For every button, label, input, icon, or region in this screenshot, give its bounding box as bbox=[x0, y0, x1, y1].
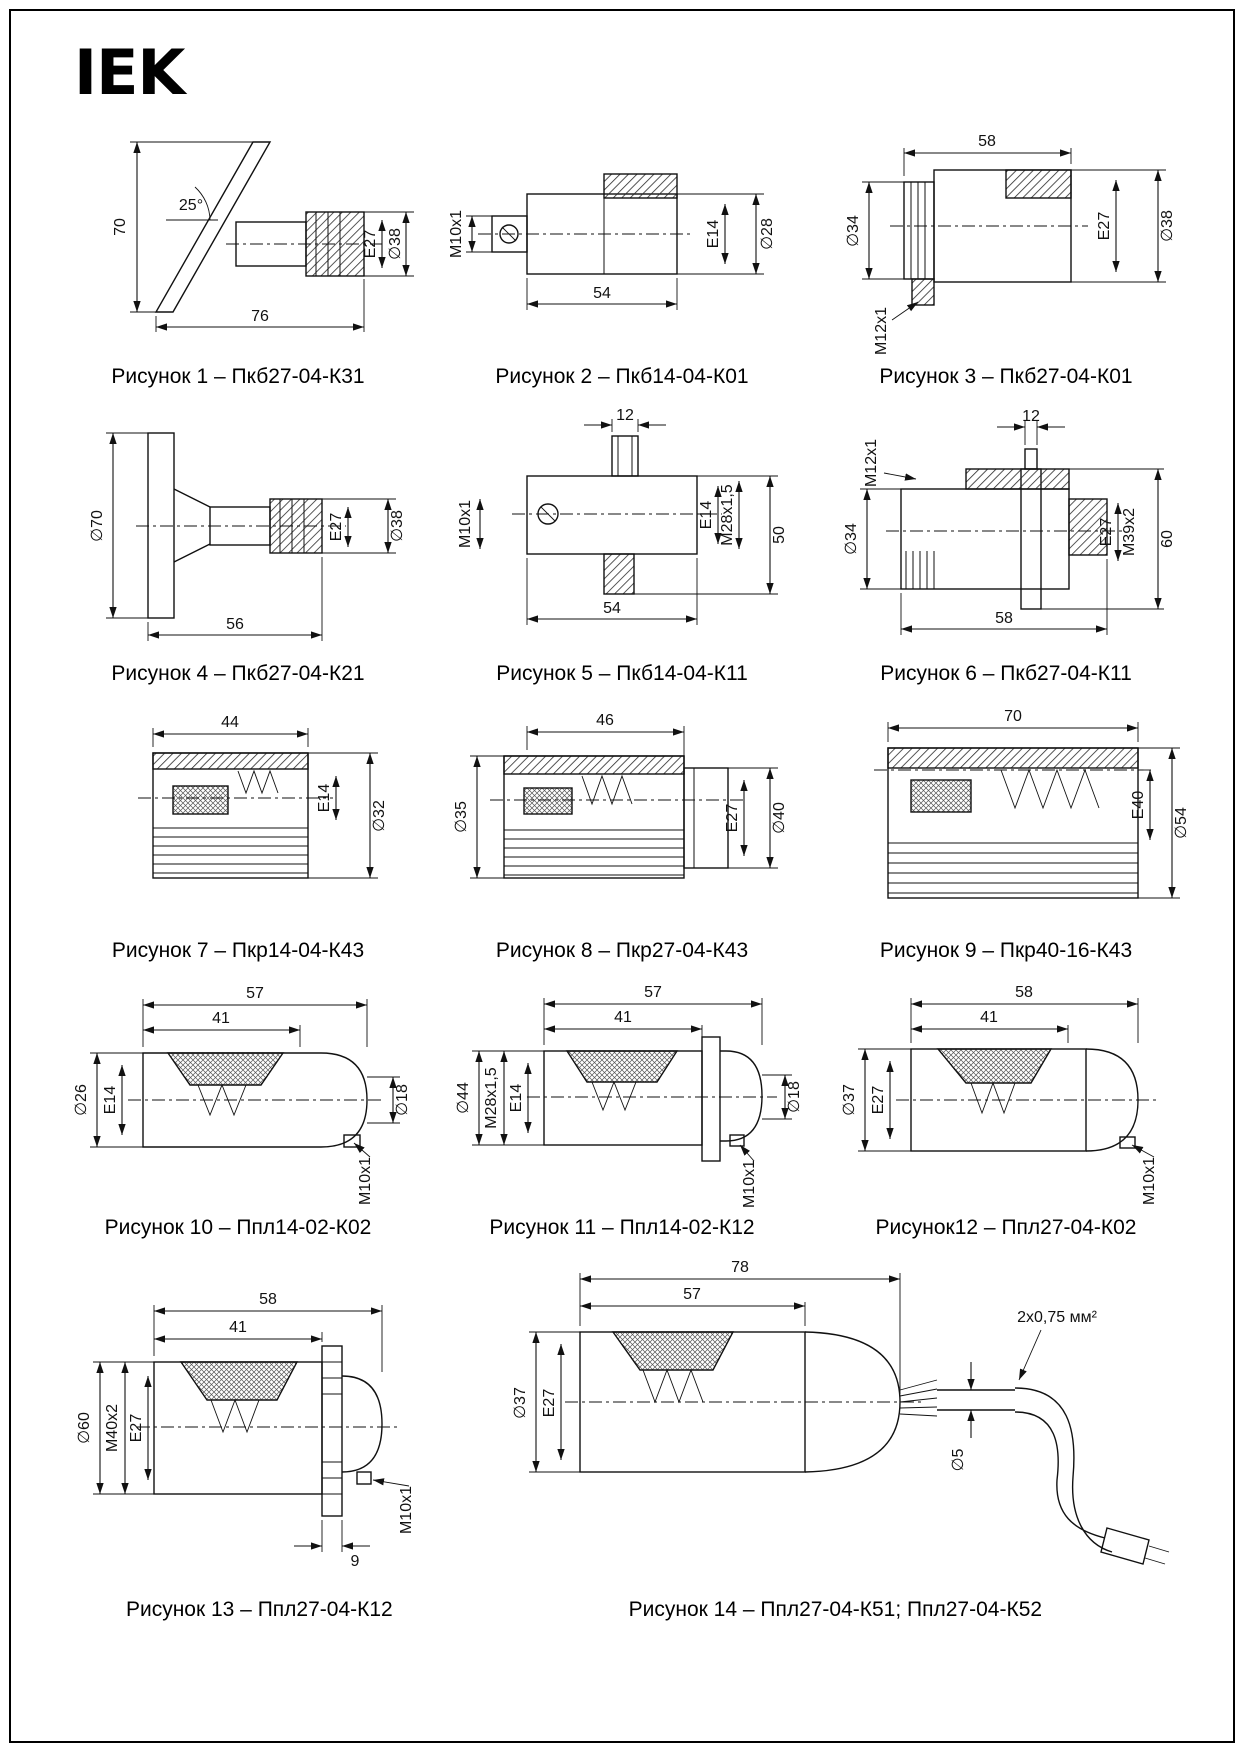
dim-label: ∅44 bbox=[455, 1082, 472, 1114]
dim-label: 57 bbox=[644, 984, 662, 1001]
dim-label: 46 bbox=[596, 712, 614, 729]
dim-label: ∅34 bbox=[845, 215, 862, 247]
dim-label: E27 bbox=[541, 1388, 559, 1418]
dim-label: 58 bbox=[1015, 984, 1033, 1001]
dim-label: 60 bbox=[1159, 530, 1176, 548]
figure-11 bbox=[430, 985, 814, 1240]
figure-caption: Рисунок 10 – Ппл14-02-К02 bbox=[104, 1216, 372, 1239]
figure-7 bbox=[46, 708, 430, 963]
dim-label: ∅37 bbox=[512, 1387, 530, 1419]
dim-label: 25° bbox=[178, 197, 204, 214]
dim-label: ∅26 bbox=[73, 1084, 90, 1116]
figure-caption: Рисунок 1 – Пкб27-04-К31 bbox=[111, 365, 365, 388]
dim-label: 12 bbox=[616, 407, 634, 424]
figure-caption: Рисунок 7 – Пкр14-04-К43 bbox=[111, 939, 365, 962]
dim-label: ∅38 bbox=[1159, 210, 1176, 242]
dim-label: E14 bbox=[102, 1085, 119, 1115]
figures-row-1 bbox=[46, 124, 1198, 389]
figure-6-drawing bbox=[816, 408, 1196, 656]
dim-label: ∅34 bbox=[843, 523, 860, 555]
iek-logo: IEK bbox=[74, 36, 185, 109]
figures-row-4 bbox=[46, 985, 1198, 1240]
figure-12-drawing bbox=[816, 985, 1196, 1210]
dim-label: E27 bbox=[362, 229, 379, 259]
figure-caption: Рисунок 8 – Пкр27-04-К43 bbox=[495, 939, 749, 962]
figure-6 bbox=[814, 408, 1198, 686]
dim-label: ∅18 bbox=[786, 1081, 803, 1113]
figure-2-drawing bbox=[432, 124, 812, 359]
dim-label: 9 bbox=[350, 1553, 360, 1570]
figure-caption: Рисунок12 – Ппл27-04-К02 bbox=[875, 1216, 1137, 1239]
dim-label: E14 bbox=[698, 500, 715, 530]
dim-label: M10x1 bbox=[448, 209, 465, 259]
dim-label: 41 bbox=[614, 1009, 632, 1026]
figure-13-drawing bbox=[49, 1292, 469, 1592]
dim-label: 2x0,75 мм² bbox=[1017, 1309, 1098, 1326]
dim-label: 50 bbox=[771, 526, 788, 544]
dim-label: ∅28 bbox=[759, 218, 776, 250]
dim-label: M12x1 bbox=[863, 438, 880, 488]
dim-label: M40x2 bbox=[104, 1403, 122, 1453]
dim-label: M10x1 bbox=[1141, 1156, 1158, 1206]
figure-10 bbox=[46, 985, 430, 1240]
dim-label: E14 bbox=[508, 1083, 525, 1113]
figure-3 bbox=[814, 124, 1198, 389]
dim-label: ∅32 bbox=[371, 800, 388, 832]
figures-row-3 bbox=[46, 708, 1198, 963]
figure-caption: Рисунок 6 – Пкб27-04-К11 bbox=[880, 662, 1132, 685]
dim-label: E14 bbox=[705, 219, 722, 249]
dim-label: 58 bbox=[978, 133, 996, 150]
figure-8-drawing bbox=[432, 708, 812, 933]
figure-caption: Рисунок 11 – Ппл14-02-К12 bbox=[489, 1216, 755, 1239]
figure-2 bbox=[430, 124, 814, 389]
dim-label: E14 bbox=[316, 783, 333, 813]
dim-label: M12x1 bbox=[873, 306, 890, 356]
dim-label: 76 bbox=[251, 308, 269, 325]
figure-11-drawing bbox=[432, 985, 812, 1210]
dim-label: M10x1 bbox=[357, 1156, 374, 1206]
dim-label: 57 bbox=[683, 1286, 702, 1303]
dim-label: E27 bbox=[870, 1085, 887, 1115]
dim-label: 56 bbox=[226, 616, 244, 633]
figure-caption: Рисунок 3 – Пкб27-04-К01 bbox=[879, 365, 1133, 388]
dim-label: E27 bbox=[328, 512, 345, 542]
dim-label: ∅37 bbox=[841, 1084, 858, 1116]
figure-8 bbox=[430, 708, 814, 963]
dim-label: E27 bbox=[724, 803, 741, 833]
figure-4-drawing bbox=[48, 411, 428, 656]
dim-label: 57 bbox=[246, 985, 264, 1002]
dim-label: 70 bbox=[112, 218, 129, 236]
figure-caption: Рисунок 9 – Пкр40-16-К43 bbox=[879, 939, 1133, 962]
dim-label: ∅54 bbox=[1173, 807, 1190, 839]
dim-label: ∅70 bbox=[89, 510, 106, 542]
dim-label: M28x1,5 bbox=[483, 1067, 500, 1129]
dim-label: 41 bbox=[212, 1010, 230, 1027]
figure-1-drawing bbox=[48, 124, 428, 359]
dim-label: 41 bbox=[229, 1319, 248, 1336]
dim-label: ∅5 bbox=[950, 1448, 968, 1472]
dim-label: 78 bbox=[731, 1259, 750, 1276]
dim-label: ∅18 bbox=[394, 1084, 411, 1116]
dim-label: 58 bbox=[259, 1291, 278, 1308]
figure-caption: Рисунок 2 – Пкб14-04-К01 bbox=[495, 365, 749, 388]
dim-label: M10x1 bbox=[741, 1159, 758, 1209]
dim-label: ∅38 bbox=[389, 510, 406, 542]
dim-label: E27 bbox=[1098, 517, 1115, 547]
figure-7-drawing bbox=[48, 708, 428, 933]
figure-5-drawing bbox=[432, 407, 812, 656]
figures-row-5 bbox=[46, 1259, 1198, 1622]
dim-label: E40 bbox=[1130, 790, 1147, 820]
figure-caption: Рисунок 14 – Ппл27-04-К51; Ппл27-04-К52 bbox=[628, 1598, 1043, 1621]
figure-caption: Рисунок 13 – Ппл27-04-К12 bbox=[125, 1598, 393, 1621]
figure-1 bbox=[46, 124, 430, 389]
figure-13 bbox=[46, 1292, 473, 1622]
dim-label: E27 bbox=[128, 1413, 146, 1443]
figure-caption: Рисунок 5 – Пкб14-04-К11 bbox=[496, 662, 748, 685]
figure-10-drawing bbox=[48, 985, 428, 1210]
figure-9 bbox=[814, 708, 1198, 963]
dim-label: ∅40 bbox=[771, 802, 788, 834]
dim-label: M10x1 bbox=[457, 499, 474, 549]
dim-label: 70 bbox=[1004, 708, 1022, 725]
dim-label: M39x2 bbox=[1121, 507, 1138, 557]
figure-12 bbox=[814, 985, 1198, 1240]
dim-label: 41 bbox=[980, 1009, 998, 1026]
dim-label: E27 bbox=[1096, 211, 1113, 241]
dim-label: M10x1 bbox=[398, 1485, 416, 1535]
figure-14 bbox=[473, 1259, 1198, 1622]
dim-label: ∅38 bbox=[387, 228, 404, 260]
figures-row-2 bbox=[46, 407, 1198, 686]
figure-3-drawing bbox=[816, 124, 1196, 359]
figure-4 bbox=[46, 411, 430, 686]
dim-label: 12 bbox=[1022, 408, 1040, 425]
dim-label: M28x1,5 bbox=[719, 484, 736, 546]
figure-14-drawing bbox=[485, 1259, 1185, 1592]
dim-label: 54 bbox=[603, 600, 621, 617]
dim-label: ∅35 bbox=[453, 801, 470, 833]
figure-9-drawing bbox=[816, 708, 1196, 933]
dim-label: 54 bbox=[593, 285, 611, 302]
dim-label: 44 bbox=[221, 714, 239, 731]
dim-label: ∅60 bbox=[76, 1412, 94, 1444]
figure-caption: Рисунок 4 – Пкб27-04-К21 bbox=[111, 662, 365, 685]
dim-label: 58 bbox=[995, 610, 1013, 627]
figure-5 bbox=[430, 407, 814, 686]
